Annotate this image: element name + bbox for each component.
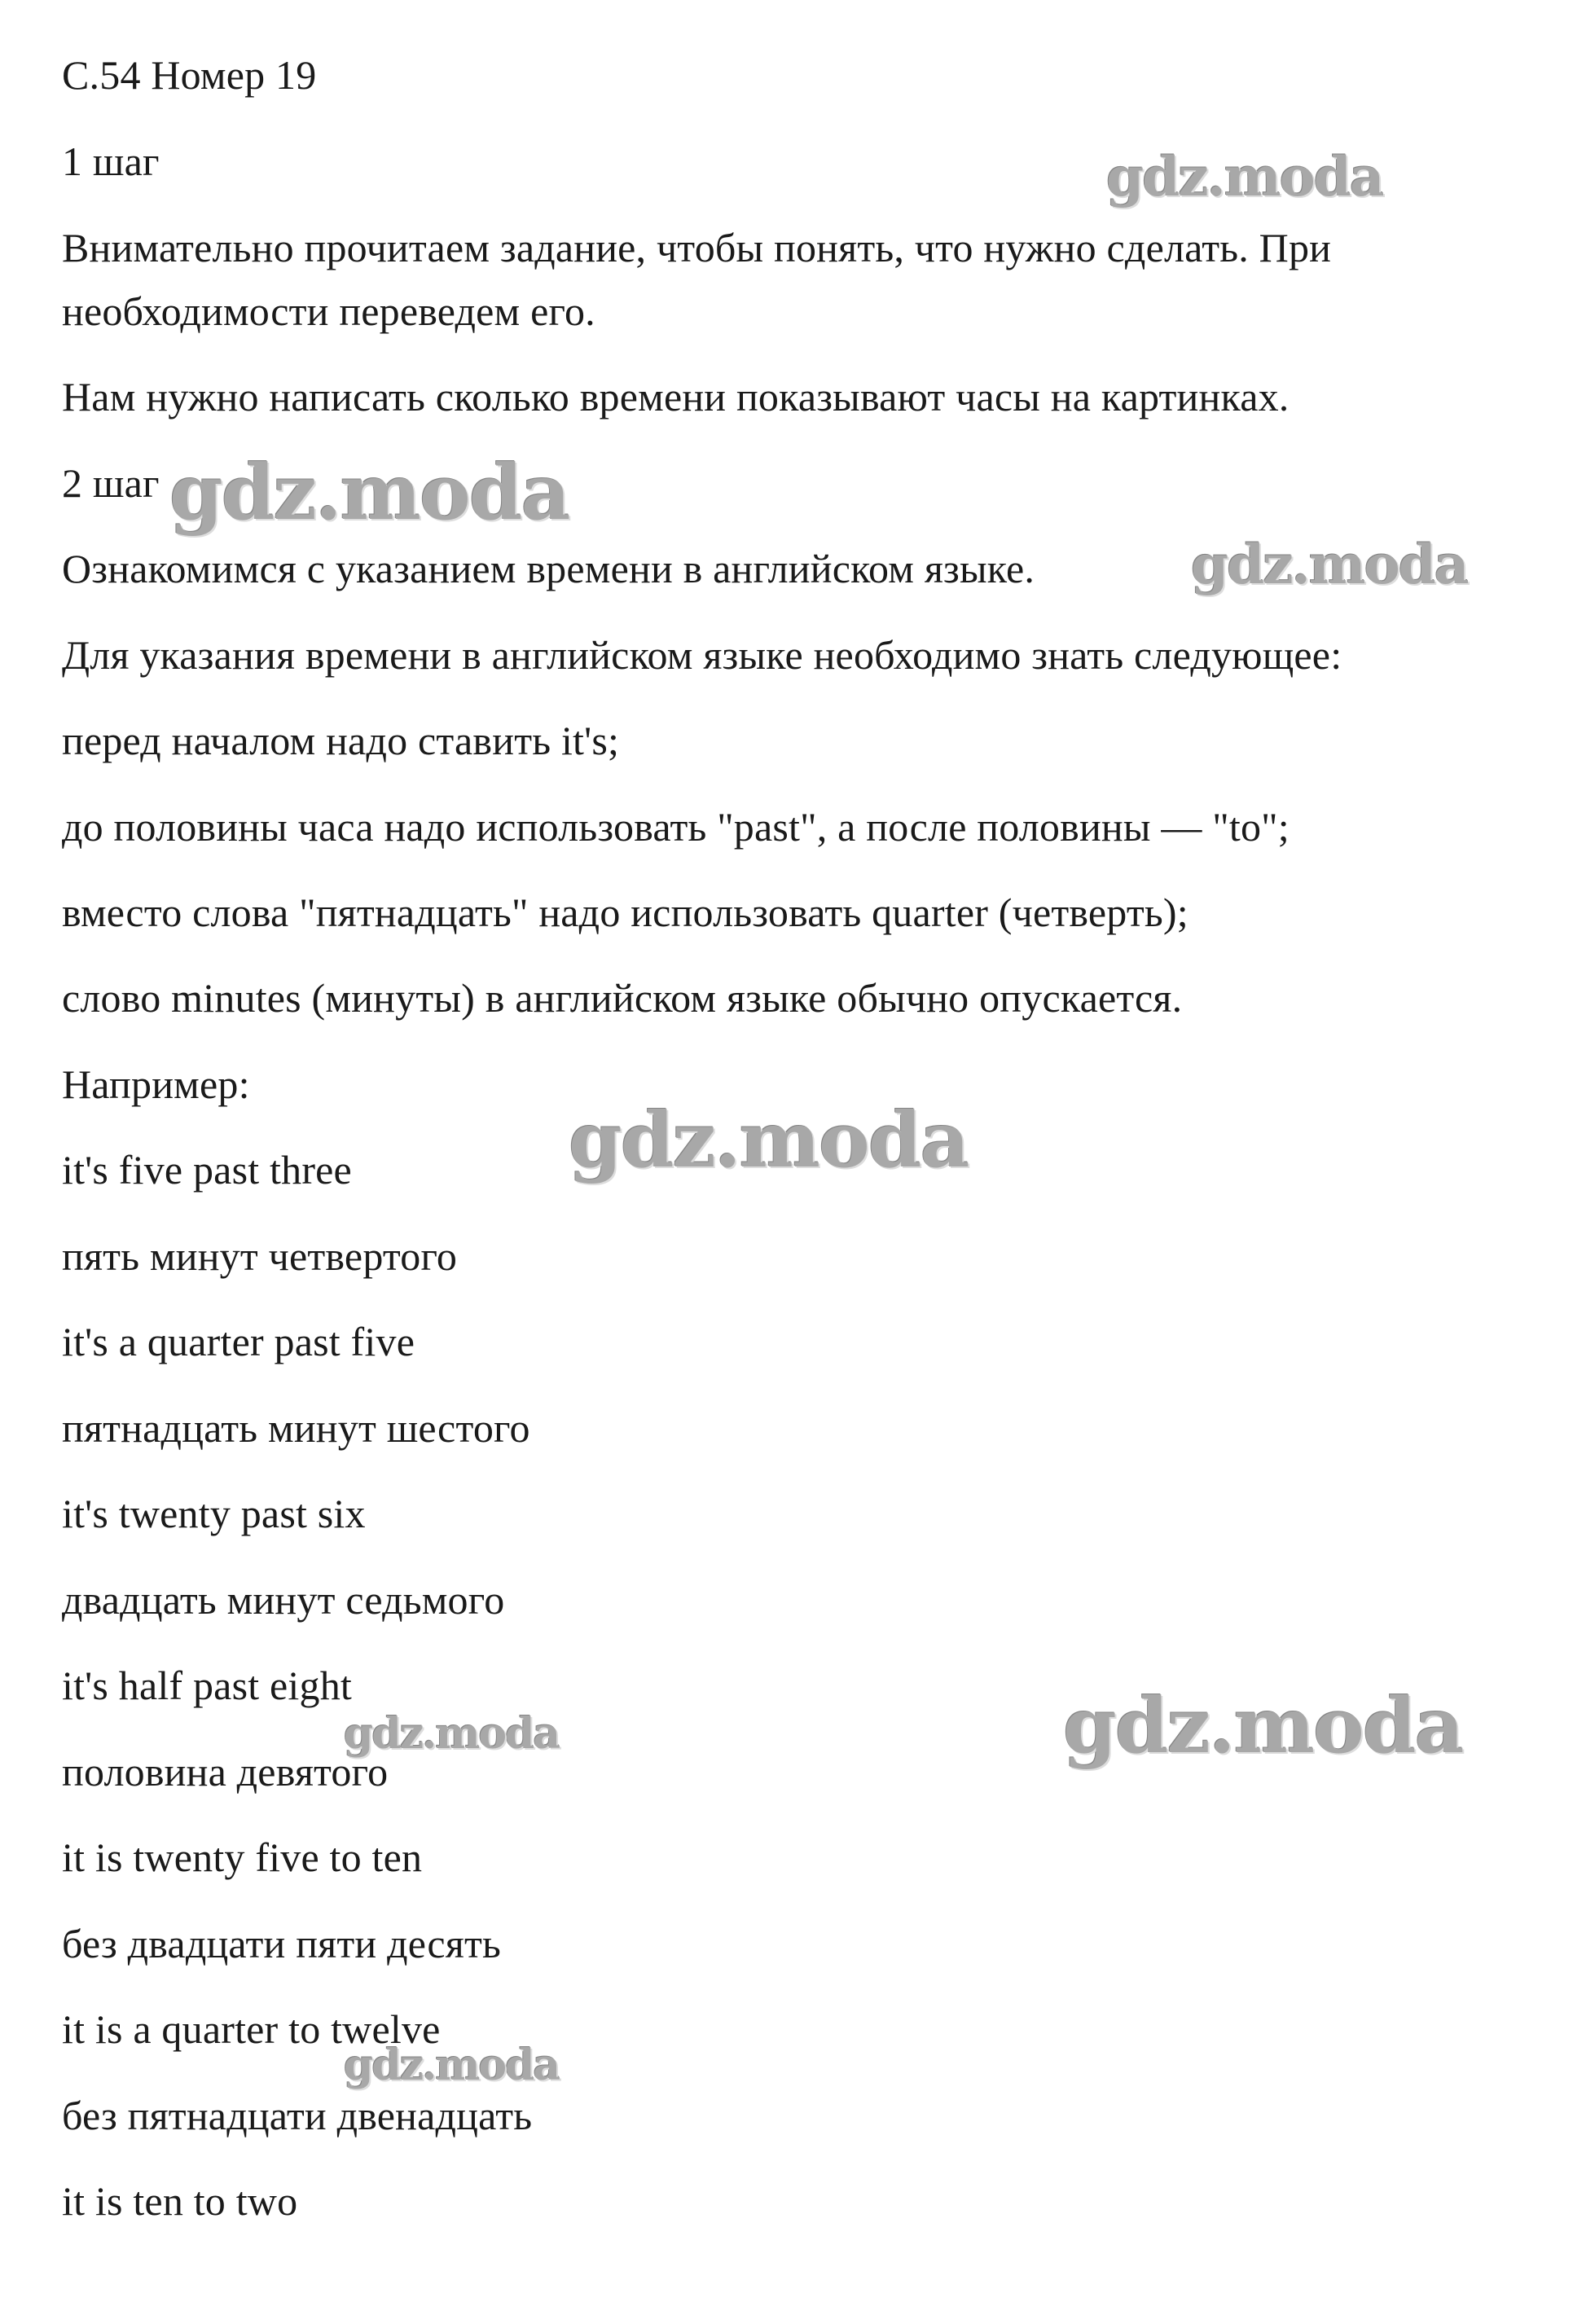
- text-line: Внимательно прочитаем задание, чтобы понять, что нужно сделать. При: [62, 225, 1332, 270]
- example-russian: пятнадцать минут шестого: [62, 1405, 530, 1451]
- text-line: до половины часа надо использовать "past", а после половины — "to";: [62, 804, 1290, 850]
- watermark: gdz.moda: [1063, 1681, 1463, 1771]
- text-line: необходимости переведем его.: [62, 288, 595, 334]
- step-heading: 1 шаг: [62, 138, 160, 184]
- watermark: gdz.moda: [1191, 533, 1468, 596]
- watermark: gdz.moda: [569, 1096, 969, 1185]
- page-title: С.54 Номер 19: [62, 52, 317, 98]
- example-english: it is a quarter to twelve: [62, 2006, 441, 2052]
- text-line: перед началом надо ставить it's;: [62, 718, 620, 763]
- text-line: Для указания времени в английском языке необходимо знать следующее:: [62, 632, 1342, 678]
- example-english: it's five past three: [62, 1147, 352, 1193]
- example-russian: двадцать минут седьмого: [62, 1577, 505, 1623]
- example-russian: без пятнадцати двенадцать: [62, 2093, 533, 2138]
- example-russian: без двадцати пяти десять: [62, 1921, 502, 1966]
- watermark: gdz.moda: [169, 448, 569, 538]
- text-line: Например:: [62, 1061, 250, 1107]
- example-english: it's twenty past six: [62, 1491, 366, 1536]
- text-line: Нам нужно написать сколько времени показывают часы на картинках.: [62, 374, 1290, 420]
- example-english: it is ten to two: [62, 2178, 298, 2224]
- text-line: Ознакомимся с указанием времени в английском языке.: [62, 546, 1035, 591]
- example-russian: пять минут четвертого: [62, 1233, 458, 1279]
- step-heading: 2 шаг: [62, 460, 160, 506]
- text-line: слово minutes (минуты) в английском языке обычно опускается.: [62, 975, 1183, 1021]
- text-line: вместо слова "пятнадцать" надо использовать quarter (четверть);: [62, 890, 1189, 935]
- watermark: gdz.moda: [1106, 145, 1383, 209]
- watermark: gdz.moda: [344, 1709, 560, 1759]
- example-english: it's half past eight: [62, 1663, 353, 1708]
- example-english: it is twenty five to ten: [62, 1834, 423, 1880]
- example-english: it's a quarter past five: [62, 1319, 415, 1364]
- example-russian: половина девятого: [62, 1749, 389, 1795]
- watermark: gdz.moda: [344, 2041, 560, 2090]
